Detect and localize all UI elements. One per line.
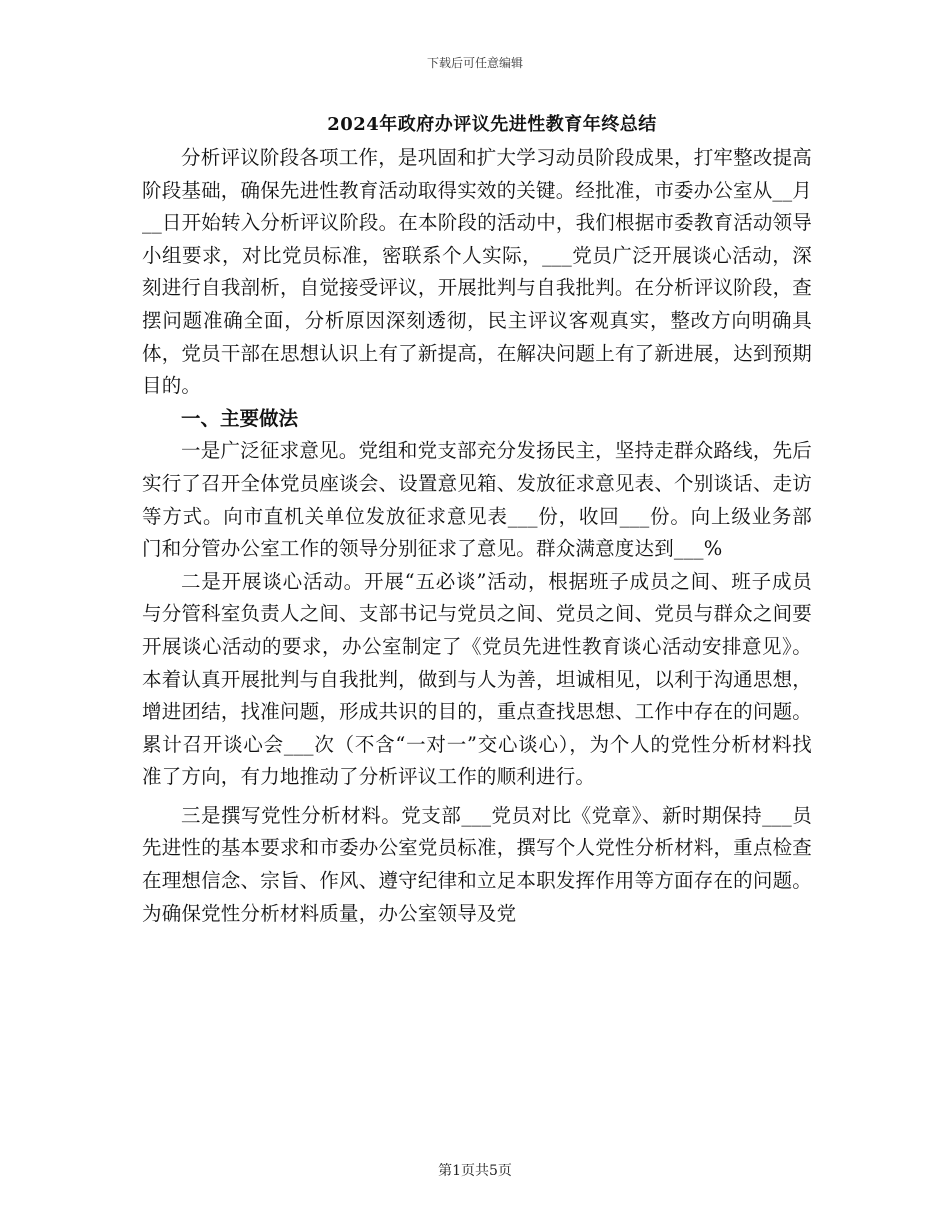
document-title: 2024年政府办评议先进性教育年终总结 bbox=[327, 114, 657, 135]
paragraph-point-2: 二是开展谈心活动。开展“五必谈”活动，根据班子成员之间、班子成员与分管科室负责人之间、支部书记与党员之间、党员之间、党员与群众之间要开展谈心活动的要求，办公室制定了《党员先进性教育谈心活动安排意见》。本着认真开展批判与自我批判，做到与人为善，坦诚相见，以利于沟通思想，增进团结，找准问题，形成共识的目的，重点查找思想、工作中存在的问题。累计召开谈心会___次（不含“一对一”交心谈心），为个人的党性分析材料找准了方向，有力地推动了分析评议工作的顺利进行。 bbox=[142, 569, 812, 789]
section-heading-main-practices: 一、主要做法 bbox=[181, 406, 299, 430]
page-header-note: 下载后可任意编辑 bbox=[426, 56, 523, 70]
paragraph-point-3: 三是撰写党性分析材料。党支部___党员对比《党章》、新时期保持___员先进性的基本要求和市委办公室党员标准，撰写个人党性分析材料，重点检查在理想信念、宗旨、作风、遵守纪律和立足本职发挥作用等方面存在的问题。为确保党性分析材料质量，办公室领导及党 bbox=[142, 803, 812, 925]
paragraph-point-1: 一是广泛征求意见。党组和党支部充分发扬民主，坚持走群众路线，先后实行了召开全体党员座谈会、设置意见箱、发放征求意见表、个别谈话、走访等方式。向市直机关单位发放征求意见表___份，收回___份。向上级业务部门和分管办公室工作的领导分别征求了意见。群众满意度达到___% bbox=[142, 439, 812, 561]
page-number-footer: 第1页共5页 bbox=[438, 1163, 512, 1179]
intro-paragraph: 分析评议阶段各项工作，是巩固和扩大学习动员阶段成果，打牢整改提高阶段基础，确保先进性教育活动取得实效的关键。经批准，市委办公室从__月__日开始转入分析评议阶段。在本阶段的活动中，我们根据市委教育活动领导小组要求，对比党员标准，密联系个人实际，___党员广泛开展谈心活动，深刻进行自我剖析，自觉接受评议，开展批判与自我批判。在分析评议阶段，查摆问题准确全面，分析原因深刻透彻，民主评议客观真实，整改方向明确具体，党员干部在思想认识上有了新提高，在解决问题上有了新进展，达到预期目的。 bbox=[142, 146, 813, 398]
document-body bbox=[142, 110, 812, 930]
